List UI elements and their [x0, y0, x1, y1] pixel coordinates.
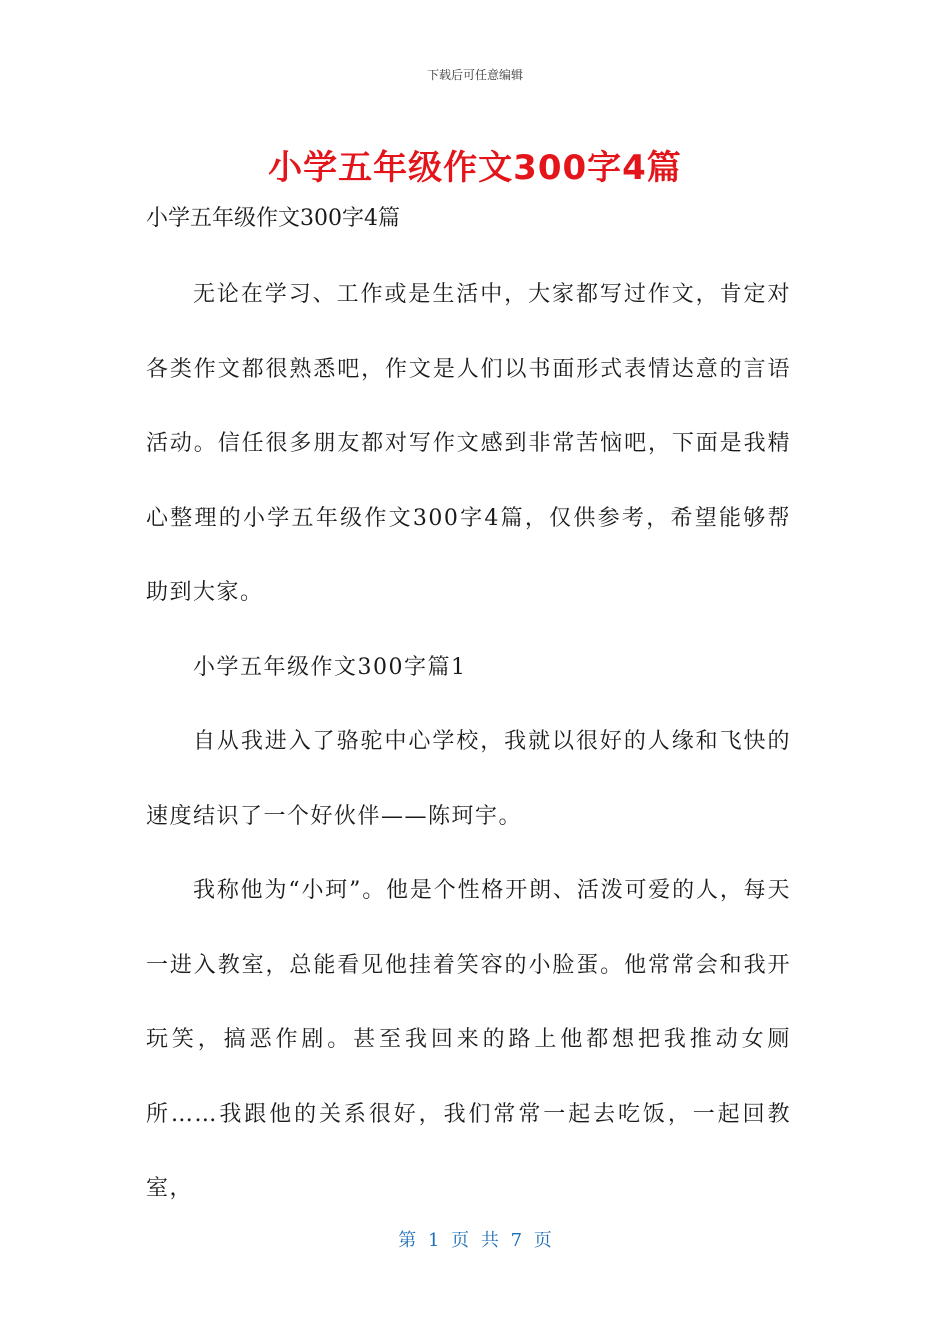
document-subtitle: 小学五年级作文300字4篇	[146, 206, 400, 231]
document-body	[146, 258, 791, 1227]
intro-paragraph: 无论在学习、工作或是生活中，大家都写过作文，肯定对各类作文都很熟悉吧，作文是人们以书面形式表情达意的言语活动。信任很多朋友都对写作文感到非常苦恼吧，下面是我精心整理的小学五年级作文300字4篇，仅供参考，希望能够帮助到大家。	[146, 282, 791, 605]
body-paragraph: 我称他为“小珂”。他是个性格开朗、活泼可爱的人，每天一进入教室，总能看见他挂着笑容的小脸蛋。他常常会和我开玩笑，搞恶作剧。甚至我回来的路上他都想把我推动女厕所……我跟他的关系很好，我们常常一起去吃饭，一起回教室，	[146, 878, 791, 1201]
section-heading: 小学五年级作文300字篇1	[193, 654, 467, 680]
header-note: 下载后可任意编辑	[426, 68, 523, 82]
document-title: 小学五年级作文300字4篇	[268, 148, 682, 188]
page-number: 第 1 页 共 7 页	[398, 1230, 552, 1251]
body-paragraph: 自从我进入了骆驼中心学校，我就以很好的人缘和飞快的速度结识了一个好伙伴——陈珂宇。	[146, 729, 791, 829]
